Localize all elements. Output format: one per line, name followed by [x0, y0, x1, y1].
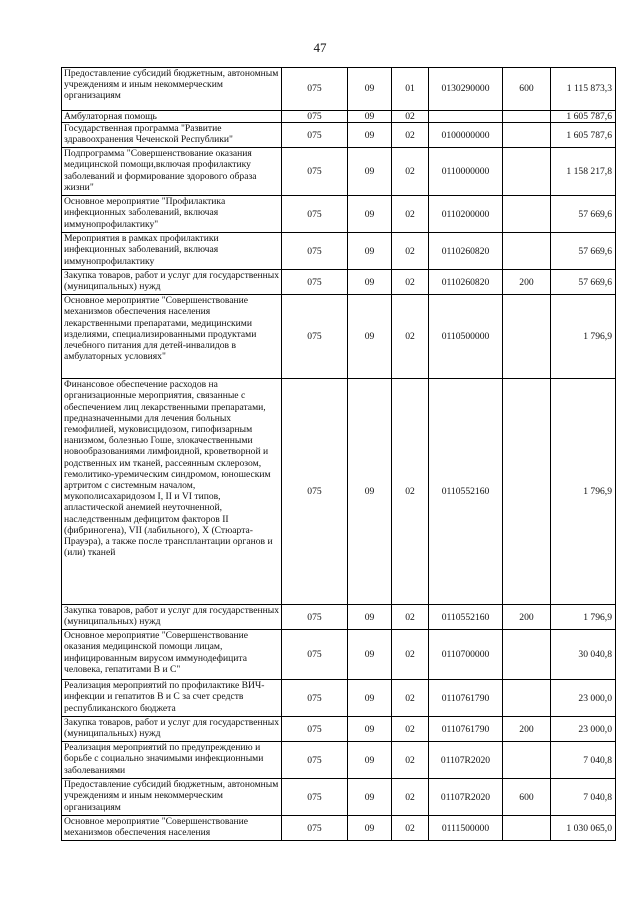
row-ministry-code: 075 [282, 717, 348, 742]
row-section-code: 09 [348, 196, 392, 233]
row-subsection-code: 01 [392, 68, 429, 111]
row-expense-type-code [503, 233, 551, 270]
table-row [62, 717, 616, 742]
row-target-article-code: 0130290000 [429, 68, 503, 111]
row-ministry-code: 075 [282, 630, 348, 680]
row-name-cell: Основное мероприятие "Совершенствование механизмов обеспечения населения лекарственными препаратами, медицинскими изделиями, специализированными продуктами лечебного питания для детей-инвалидов в амбулаторных условиях" [62, 295, 282, 379]
row-section-code: 09 [348, 816, 392, 841]
table-row [62, 742, 616, 779]
row-amount: 1 796,9 [551, 379, 616, 605]
row-subsection-code: 02 [392, 111, 429, 123]
row-ministry-code: 075 [282, 295, 348, 379]
row-expense-type-code [503, 123, 551, 148]
row-ministry-code: 075 [282, 742, 348, 779]
row-subsection-code: 02 [392, 233, 429, 270]
row-amount: 1 796,9 [551, 605, 616, 630]
row-target-article-code: 01107R2020 [429, 742, 503, 779]
row-expense-type-code: 200 [503, 270, 551, 295]
row-name-cell: Основное мероприятие "Профилактика инфекционных заболеваний, включая иммунопрофилактику" [62, 196, 282, 233]
row-name-cell: Закупка товаров, работ и услуг для государственных (муниципальных) нужд [62, 270, 282, 295]
row-amount: 1 605 787,6 [551, 111, 616, 123]
row-subsection-code: 02 [392, 148, 429, 196]
row-ministry-code: 075 [282, 111, 348, 123]
row-ministry-code: 075 [282, 779, 348, 816]
row-subsection-code: 02 [392, 779, 429, 816]
row-name-cell: Закупка товаров, работ и услуг для государственных (муниципальных) нужд [62, 605, 282, 630]
row-target-article-code: 0110761790 [429, 680, 503, 717]
row-target-article-code: 0110260820 [429, 233, 503, 270]
row-section-code: 09 [348, 123, 392, 148]
row-section-code: 09 [348, 630, 392, 680]
row-expense-type-code [503, 111, 551, 123]
row-name-cell: Финансовое обеспечение расходов на организационные мероприятия, связанные с обеспечением лиц лекарственными препаратами, предназначенными для лечения больных гемофилией, муковисцидозом, гипофизарным нанизмом, болезнью Гоше, злокачественными новообразованиями лимфоидной, кроветворной и родственных им тканей, рассеянным склерозом, гемолитико-уремическим синдромом, юношеским артритом с системным началом, мукополисахаридозом I, II и VI типов, апластической анемией неуточненной, наследственным дефицитом факторов II (фибриногена), VII (лабильного), X (Стюарта-Прауэра), а также после трансплантации органов и (или) тканей [62, 379, 282, 605]
row-section-code: 09 [348, 680, 392, 717]
row-target-article-code: 0110000000 [429, 148, 503, 196]
row-amount: 1 030 065,0 [551, 816, 616, 841]
row-expense-type-code: 200 [503, 605, 551, 630]
row-subsection-code: 02 [392, 680, 429, 717]
row-name-cell: Мероприятия в рамках профилактики инфекционных заболеваний, включая иммунопрофилактику [62, 233, 282, 270]
table-row [62, 630, 616, 680]
row-expense-type-code [503, 379, 551, 605]
row-expense-type-code: 200 [503, 717, 551, 742]
row-name-cell: Реализация мероприятий по профилактике ВИЧ-инфекции и гепатитов В и С за счет средств республиканского бюджета [62, 680, 282, 717]
row-name-cell: Реализация мероприятий по предупреждению и борьбе с социально значимыми инфекционными заболеваниями [62, 742, 282, 779]
row-name-cell: Основное мероприятие "Совершенствование оказания медицинской помощи лицам, инфицированным вирусом иммунодефицита человека, гепатитами В и С" [62, 630, 282, 680]
table-row [62, 270, 616, 295]
row-amount: 57 669,6 [551, 196, 616, 233]
table-row [62, 123, 616, 148]
row-target-article-code: 0110552160 [429, 605, 503, 630]
row-expense-type-code [503, 742, 551, 779]
row-expense-type-code [503, 680, 551, 717]
row-subsection-code: 02 [392, 717, 429, 742]
row-target-article-code: 0110552160 [429, 379, 503, 605]
row-subsection-code: 02 [392, 123, 429, 148]
row-expense-type-code [503, 630, 551, 680]
table-row [62, 68, 616, 111]
row-name-cell: Амбулаторная помощь [62, 111, 282, 123]
row-name-cell: Государственная программа "Развитие здравоохранения Чеченской Республики" [62, 123, 282, 148]
row-amount: 23 000,0 [551, 717, 616, 742]
row-amount: 30 040,8 [551, 630, 616, 680]
row-ministry-code: 075 [282, 233, 348, 270]
row-subsection-code: 02 [392, 605, 429, 630]
row-name-cell: Подпрограмма "Совершенствование оказания медицинской помощи,включая профилактику заболеваний и формирование здорового образа жизни" [62, 148, 282, 196]
row-section-code: 09 [348, 742, 392, 779]
table-row [62, 196, 616, 233]
row-amount: 1 115 873,3 [551, 68, 616, 111]
table-row [62, 233, 616, 270]
row-ministry-code: 075 [282, 270, 348, 295]
row-section-code: 09 [348, 605, 392, 630]
table-row [62, 111, 616, 123]
row-section-code: 09 [348, 379, 392, 605]
row-expense-type-code [503, 148, 551, 196]
row-target-article-code: 0100000000 [429, 123, 503, 148]
row-ministry-code: 075 [282, 68, 348, 111]
row-ministry-code: 075 [282, 816, 348, 841]
row-subsection-code: 02 [392, 630, 429, 680]
row-name-cell: Основное мероприятие "Совершенствование механизмов обеспечения населения [62, 816, 282, 841]
row-target-article-code: 0111500000 [429, 816, 503, 841]
row-amount: 1 605 787,6 [551, 123, 616, 148]
table-row [62, 779, 616, 816]
row-section-code: 09 [348, 270, 392, 295]
row-section-code: 09 [348, 68, 392, 111]
row-ministry-code: 075 [282, 605, 348, 630]
row-expense-type-code: 600 [503, 68, 551, 111]
row-target-article-code: 01107R2020 [429, 779, 503, 816]
row-amount: 7 040,8 [551, 742, 616, 779]
row-target-article-code [429, 111, 503, 123]
row-subsection-code: 02 [392, 295, 429, 379]
row-subsection-code: 02 [392, 816, 429, 841]
table-row [62, 680, 616, 717]
row-target-article-code: 0110761790 [429, 717, 503, 742]
row-subsection-code: 02 [392, 196, 429, 233]
table-row [62, 816, 616, 841]
table-row [62, 295, 616, 379]
row-ministry-code: 075 [282, 680, 348, 717]
page-number: 47 [313, 40, 327, 55]
row-ministry-code: 075 [282, 123, 348, 148]
table-row [62, 605, 616, 630]
table-row [62, 148, 616, 196]
row-amount: 7 040,8 [551, 779, 616, 816]
row-amount: 57 669,6 [551, 233, 616, 270]
row-subsection-code: 02 [392, 742, 429, 779]
row-section-code: 09 [348, 295, 392, 379]
row-expense-type-code [503, 196, 551, 233]
row-expense-type-code: 600 [503, 779, 551, 816]
row-amount: 57 669,6 [551, 270, 616, 295]
budget-table-body [62, 68, 616, 841]
row-ministry-code: 075 [282, 196, 348, 233]
row-target-article-code: 0110260820 [429, 270, 503, 295]
row-section-code: 09 [348, 233, 392, 270]
row-section-code: 09 [348, 111, 392, 123]
row-ministry-code: 075 [282, 148, 348, 196]
row-name-cell: Закупка товаров, работ и услуг для государственных (муниципальных) нужд [62, 717, 282, 742]
row-amount: 23 000,0 [551, 680, 616, 717]
row-target-article-code: 0110500000 [429, 295, 503, 379]
row-target-article-code: 0110700000 [429, 630, 503, 680]
row-amount: 1 796,9 [551, 295, 616, 379]
row-expense-type-code [503, 816, 551, 841]
row-ministry-code: 075 [282, 379, 348, 605]
row-name-cell: Предоставление субсидий бюджетным, автономным учреждениям и иным некоммерческим организациям [62, 68, 282, 111]
row-subsection-code: 02 [392, 270, 429, 295]
row-section-code: 09 [348, 779, 392, 816]
row-subsection-code: 02 [392, 379, 429, 605]
row-section-code: 09 [348, 717, 392, 742]
budget-table [61, 67, 616, 841]
row-section-code: 09 [348, 148, 392, 196]
row-target-article-code: 0110200000 [429, 196, 503, 233]
row-name-cell: Предоставление субсидий бюджетным, автономным учреждениям и иным некоммерческим организациям [62, 779, 282, 816]
table-row [62, 379, 616, 605]
row-amount: 1 158 217,8 [551, 148, 616, 196]
row-expense-type-code [503, 295, 551, 379]
